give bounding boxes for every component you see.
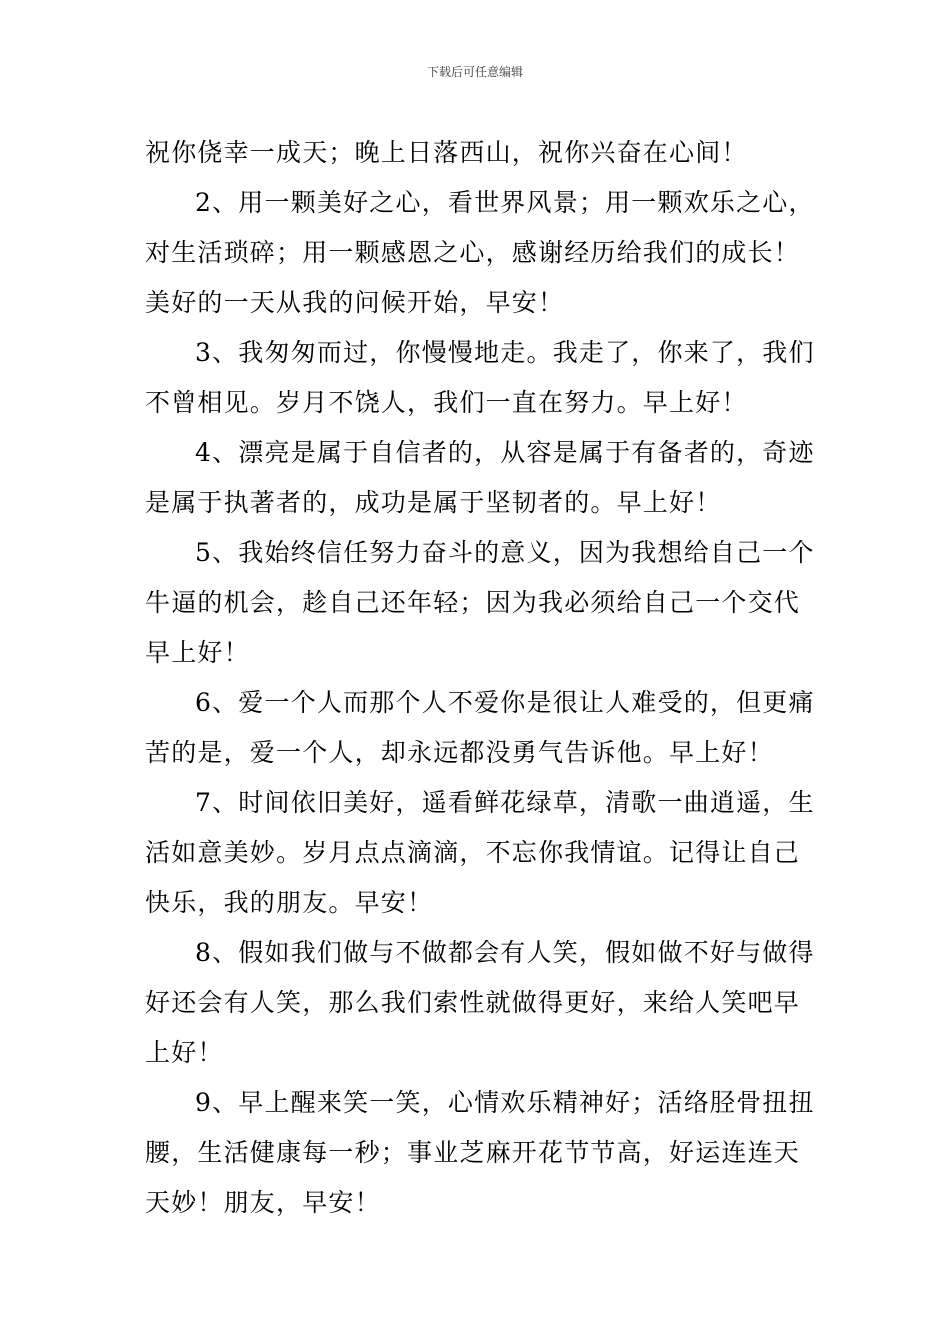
page-header: 下载后可任意编辑 (426, 65, 523, 79)
text-line: 牛逼的机会，趁自己还年轻；因为我必须给自己一个交代 (145, 588, 801, 617)
text-line: 9、早上醒来笑一笑，心情欢乐精神好；活络胫骨扭扭 (195, 1088, 815, 1117)
text-line: 上好！ (145, 1038, 224, 1067)
text-line: 美好的一天从我的问候开始，早安！ (145, 288, 565, 317)
text-line: 6、爱一个人而那个人不爱你是很让人难受的，但更痛 (195, 688, 815, 717)
text-line: 腰，生活健康每一秒；事业芝麻开花节节高，好运连连天 (145, 1138, 801, 1167)
text-line: 苦的是，爱一个人，却永远都没勇气告诉他。早上好！ (145, 738, 774, 767)
text-line: 祝你侥幸一成天；晚上日落西山，祝你兴奋在心间！ (145, 138, 748, 167)
text-line: 早上好！ (145, 638, 250, 667)
text-line: 7、时间依旧美好，遥看鲜花绿草，清歌一曲逍遥，生 (195, 788, 815, 817)
text-line: 天妙！朋友，早安！ (145, 1188, 381, 1217)
text-line: 对生活琐碎；用一颗感恩之心，感谢经历给我们的成长！ (145, 238, 801, 267)
text-line: 好还会有人笑，那么我们索性就做得更好，来给人笑吧早 (145, 988, 801, 1017)
text-line: 4、漂亮是属于自信者的，从容是属于有备者的，奇迹 (195, 438, 815, 467)
text-line: 3、我匆匆而过，你慢慢地走。我走了，你来了，我们 (195, 338, 815, 367)
text-line: 活如意美妙。岁月点点滴滴，不忘你我情谊。记得让自己 (145, 838, 801, 867)
text-line: 8、假如我们做与不做都会有人笑，假如做不好与做得 (195, 938, 815, 967)
text-line: 5、我始终信任努力奋斗的意义，因为我想给自己一个 (195, 538, 815, 567)
text-line: 是属于执著者的，成功是属于坚韧者的。早上好！ (145, 488, 722, 517)
text-line: 快乐，我的朋友。早安！ (145, 888, 434, 917)
text-line: 不曾相见。岁月不饶人，我们一直在努力。早上好！ (145, 388, 748, 417)
text-line: 2、用一颗美好之心，看世界风景；用一颗欢乐之心， (195, 188, 815, 217)
document-body (145, 128, 815, 1228)
